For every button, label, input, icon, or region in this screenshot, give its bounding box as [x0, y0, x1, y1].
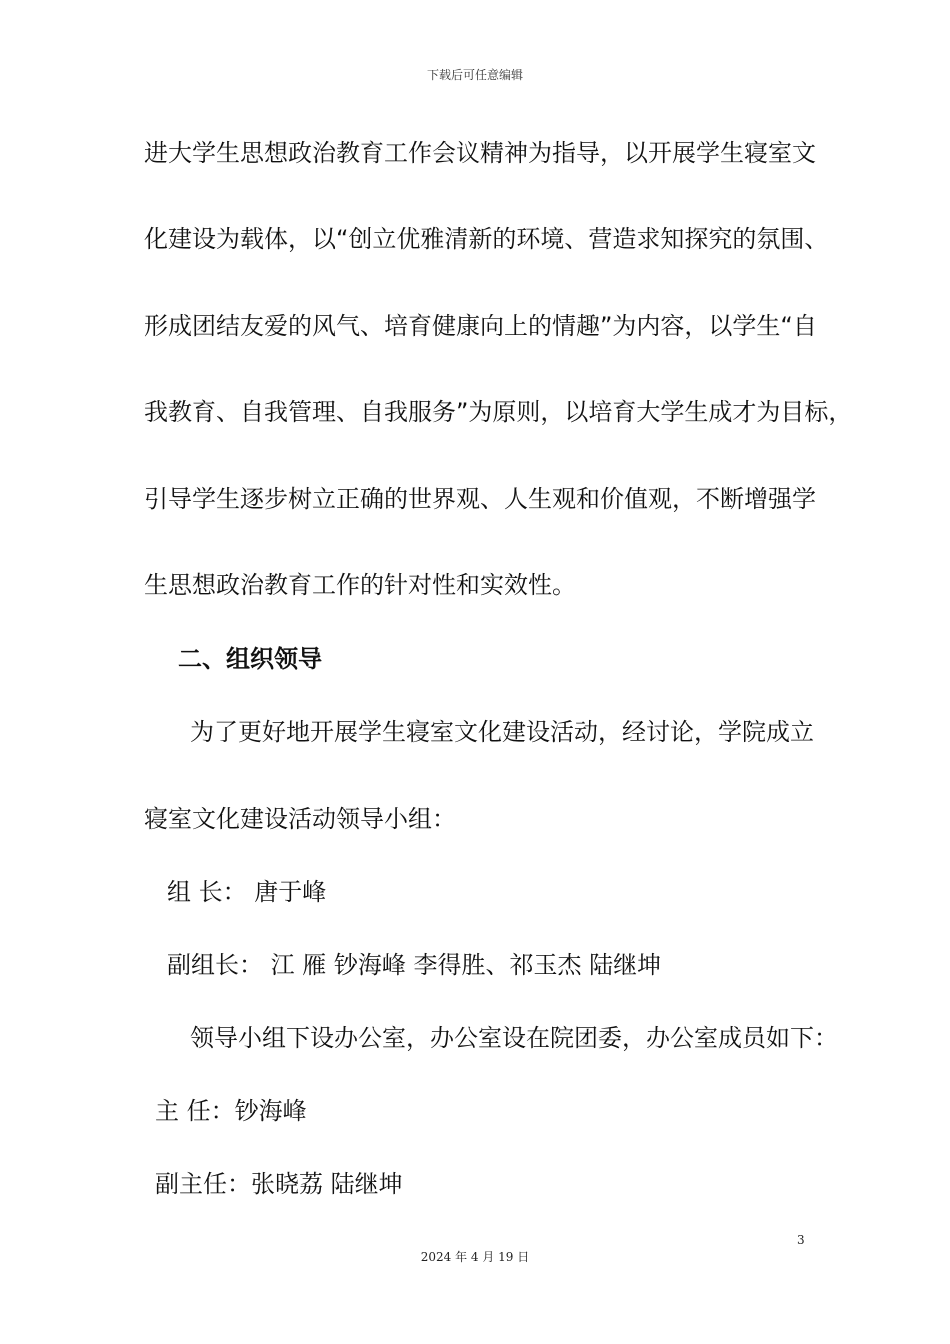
paragraph-line-5: 引导学生逐步树立正确的世界观、人生观和价值观，不断增强学	[144, 485, 816, 513]
deputy-leaders-line: 副组长： 江 雁 钞海峰 李得胜、祁玉杰 陆继坤	[167, 951, 662, 979]
office-intro-line: 领导小组下设办公室，办公室设在院团委，办公室成员如下：	[190, 1024, 838, 1052]
paragraph-line-6: 生思想政治教育工作的针对性和实效性。	[144, 571, 576, 599]
footer-date: 2024 年 4 月 19 日	[420, 1250, 530, 1264]
intro-line-2: 寝室文化建设活动领导小组：	[144, 805, 456, 833]
section-heading: 二、组织领导	[178, 645, 322, 673]
paragraph-line-2: 化建设为载体，以“创立优雅清新的环境、营造求知探究的氛围、	[144, 225, 829, 253]
header-note: 下载后可任意编辑	[426, 68, 523, 82]
intro-line-1: 为了更好地开展学生寝室文化建设活动，经讨论，学院成立	[190, 718, 814, 746]
paragraph-line-3: 形成团结友爱的风气、培育健康向上的情趣”为内容，以学生“自	[144, 312, 817, 340]
page-number: 3	[797, 1233, 805, 1247]
director-line: 主 任：钞海峰	[155, 1097, 307, 1125]
leader-line: 组 长： 唐于峰	[167, 878, 327, 906]
deputy-director-line: 副主任：张晓荔 陆继坤	[155, 1170, 403, 1198]
paragraph-line-1: 进大学生思想政治教育工作会议精神为指导，以开展学生寝室文	[144, 139, 816, 167]
paragraph-line-4: 我教育、自我管理、自我服务”为原则，以培育大学生成才为目标，	[144, 398, 853, 426]
